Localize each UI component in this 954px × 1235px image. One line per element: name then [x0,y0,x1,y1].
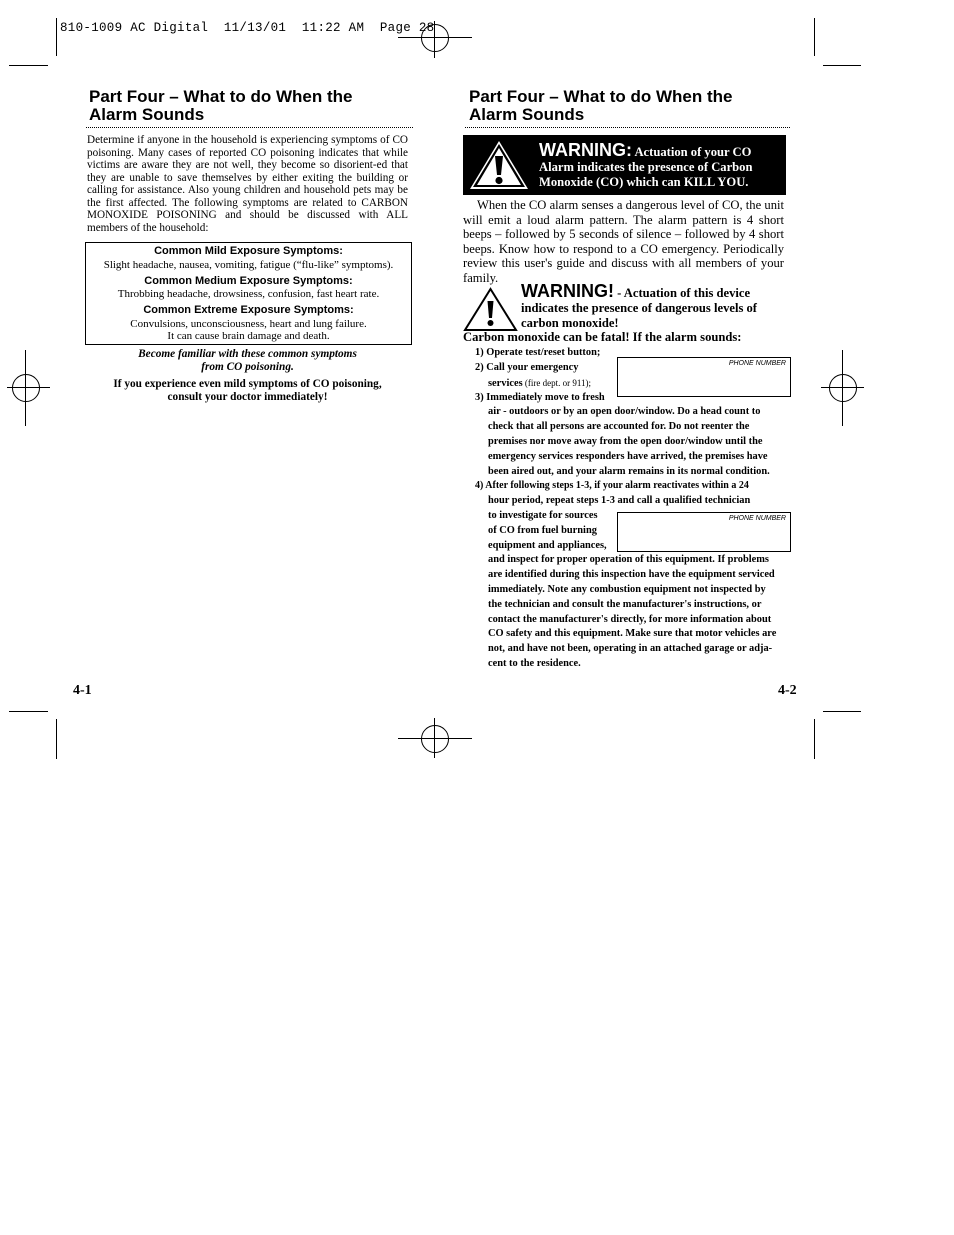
step-4-line: equipment and appliances, [488,540,607,551]
step-1: 1) Operate test/reset button; [475,347,601,358]
crop-mark [823,711,861,712]
crop-mark [9,711,48,712]
step-2-services-note: (fire dept. or 911); [522,378,592,388]
step-3-line: emergency services responders have arrived, the premises have [488,451,768,462]
consult-note: If you experience even mild symptoms of CO poisoning, consult your doctor immediately! [113,378,382,403]
step-3: 3) Immediately move to fresh [475,392,605,403]
crop-mark [56,719,57,759]
registration-mark-circle [421,725,449,753]
step-2-services-label: services [488,378,523,389]
warning-message: - Actuation of this device indicates the presence of dangerous levels of carbon monoxide! [521,286,757,330]
extreme-symptoms-text: It can cause brain damage and death. [167,330,330,342]
step-2: 2) Call your emergency [475,362,579,373]
step-2-services [488,376,591,392]
step-4-line: of CO from fuel burning [488,525,597,536]
registration-mark-circle [829,374,857,402]
title-rule [86,127,413,128]
step-4-line: the technician and consult the manufacturer's instructions, or [488,599,762,610]
registration-mark-circle [12,374,40,402]
technician-phone-field[interactable] [617,512,791,552]
familiar-note: Become familiar with these common symptoms from CO poisoning. [138,348,357,373]
warning-triangle-outline-icon [463,287,518,332]
step-4-line: to investigate for sources [488,510,598,521]
crop-mark [9,65,48,66]
step-4-line: and inspect for proper operation of this equipment. If problems [488,554,769,565]
warning-device-text [521,281,783,331]
crop-mark [823,65,861,66]
step-4-line: hour period, repeat steps 1-3 and call a qualified technician [488,495,751,506]
fatal-note: Carbon monoxide can be fatal! If the alarm sounds: [463,330,742,344]
right-page-title: Part Four – What to do When the Alarm Sounds [469,87,733,124]
extreme-symptoms-text: Convulsions, unconsciousness, heart and lung failure. [130,318,367,330]
mild-symptoms-text: Slight headache, nausea, vomiting, fatigue (“flu-like” symptoms). [103,259,394,271]
extreme-symptoms-heading: Common Extreme Exposure Symptoms: [143,304,354,316]
phone-number-label: PHONE NUMBER [728,360,786,367]
print-slug: 810-1009 AC Digital 11/13/01 11:22 AM Page 28 [60,21,435,35]
alarm-pattern-paragraph: When the CO alarm senses a dangerous level of CO, the unit will emit a loud alarm pattern. The alarm pattern is 4 short beeps – followed by 5 seconds of silence – followed by 4 short beeps. Know how to respond to a CO emergency. Periodically review this user's guide and discuss with all members of your family. [463,198,784,285]
crop-mark [814,18,815,56]
left-page-title: Part Four – What to do When the Alarm Sounds [89,87,353,124]
warning-message: Actuation of your CO Alarm indicates the presence of Carbon Monoxide (CO) which can KILL YOU. [539,145,753,189]
phone-number-label: PHONE NUMBER [728,515,786,522]
step-4-line: cent to the residence. [488,658,581,669]
step-3-line: premises nor move away from the open door/window until the [488,436,763,447]
step-4-line: CO safety and this equipment. Make sure that motor vehicles are [488,628,777,639]
step-4: 4) After following steps 1-3, if your alarm reactivates within a 24 [475,480,749,491]
title-rule [465,127,790,128]
symptoms-box [85,242,412,345]
left-intro-paragraph: Determine if anyone in the household is experiencing symptoms of CO poisoning. Many cases of reported CO poisoning indicates that while victims are aware they are not well, they become so disorient-ed that they are unable to save themselves by either exiting the building or calling for assistance. Also young children and household pets may be the first affected. The following symptoms are related to CARBON MONOXIDE POISONING and should be discussed with ALL members of the household: [87,134,408,234]
registration-mark-circle [421,24,449,52]
step-3-line: been aired out, and your alarm remains in its normal condition. [488,466,770,477]
step-4-line: not, and have not been, operating in an attached garage or adja- [488,643,773,654]
page-number-left: 4-1 [73,683,92,698]
step-3-line: check that all persons are accounted for. Do not reenter the [488,421,750,432]
medium-symptoms-text: Throbbing headache, drowsiness, confusion, fast heart rate. [117,288,380,300]
crop-mark [56,18,57,56]
warning-triangle-icon [468,139,530,191]
warning-banner-text [539,140,779,190]
emergency-phone-field[interactable] [617,357,791,397]
mild-symptoms-heading: Common Mild Exposure Symptoms: [154,245,343,257]
medium-symptoms-heading: Common Medium Exposure Symptoms: [144,275,353,287]
step-3-line: air - outdoors or by an open door/window. Do a head count to [488,406,761,417]
warning-word: WARNING: [539,140,632,160]
page-number-right: 4-2 [778,683,797,698]
step-4-line: contact the manufacturer's directly, for more information about [488,614,772,625]
step-4-line: are identified during this inspection have the equipment serviced [488,569,775,580]
warning-word: WARNING! [521,281,614,301]
step-4-line: immediately. Note any combustion equipment not inspected by [488,584,766,595]
crop-mark [814,719,815,759]
warning-banner [463,135,786,195]
